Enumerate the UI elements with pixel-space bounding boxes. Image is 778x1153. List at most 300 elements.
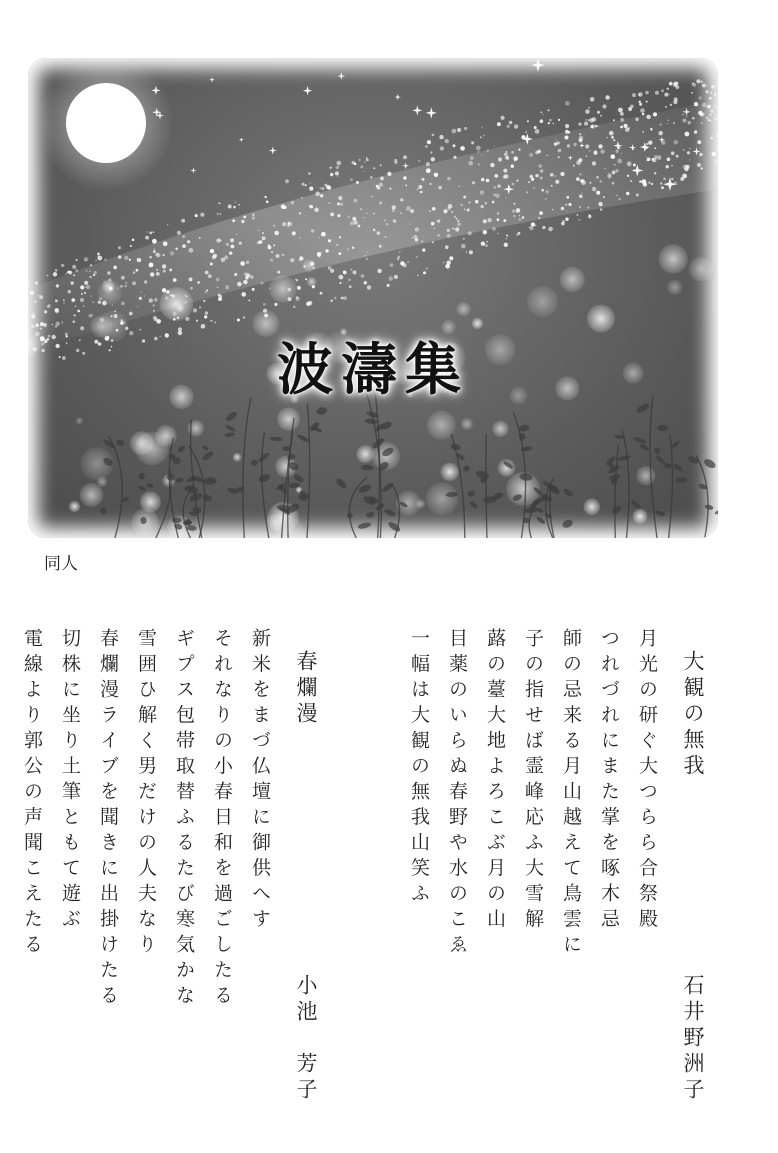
stardust-dot bbox=[74, 314, 76, 316]
stardust-dot bbox=[640, 108, 645, 113]
stardust-dot bbox=[589, 182, 591, 184]
stardust-dot bbox=[566, 196, 569, 199]
stardust-dot bbox=[650, 128, 653, 131]
haiku-line: 雪囲ひ解く男だけの人夫なり bbox=[135, 628, 157, 960]
stardust-dot bbox=[361, 274, 365, 278]
stardust-dot bbox=[429, 210, 431, 212]
stardust-dot bbox=[243, 316, 245, 318]
stardust-dot bbox=[460, 146, 465, 151]
stardust-dot bbox=[305, 215, 306, 216]
stardust-dot bbox=[373, 167, 375, 169]
stardust-dot bbox=[667, 158, 671, 162]
stardust-dot bbox=[121, 302, 125, 306]
stardust-dot bbox=[607, 137, 608, 138]
stardust-dot bbox=[617, 159, 622, 164]
stardust-dot bbox=[80, 285, 84, 289]
leaf bbox=[561, 518, 574, 529]
stardust-dot bbox=[646, 115, 650, 119]
stardust-dot bbox=[237, 282, 242, 287]
stardust-dot bbox=[162, 264, 166, 268]
star bbox=[395, 94, 401, 100]
moon bbox=[66, 83, 146, 163]
stardust-dot bbox=[579, 206, 581, 208]
stardust-dot bbox=[616, 195, 618, 197]
stardust-dot bbox=[189, 248, 194, 253]
stardust-dot bbox=[170, 251, 174, 255]
stardust-dot bbox=[373, 229, 376, 232]
bokeh-light bbox=[269, 275, 297, 303]
stardust-dot bbox=[664, 93, 668, 97]
stardust-dot bbox=[604, 168, 606, 170]
stardust-dot bbox=[61, 264, 64, 267]
stardust-dot bbox=[281, 204, 286, 209]
stardust-dot bbox=[63, 302, 65, 304]
stardust-dot bbox=[612, 171, 616, 175]
stardust-dot bbox=[366, 213, 367, 214]
stardust-dot bbox=[522, 216, 524, 218]
star bbox=[531, 58, 544, 71]
stardust-dot bbox=[418, 185, 422, 189]
stardust-dot bbox=[162, 254, 164, 256]
stardust-dot bbox=[581, 193, 582, 194]
stardust-dot bbox=[507, 125, 510, 128]
leaf bbox=[102, 438, 116, 450]
stardust-dot bbox=[208, 274, 212, 278]
leaf bbox=[387, 520, 402, 533]
stardust-dot bbox=[694, 130, 697, 133]
stardust-dot bbox=[714, 93, 716, 95]
stardust-dot bbox=[445, 264, 450, 269]
stardust-dot bbox=[210, 263, 213, 266]
stardust-dot bbox=[354, 199, 358, 203]
leaf bbox=[357, 521, 372, 530]
bokeh-light bbox=[160, 287, 194, 321]
stardust-dot bbox=[481, 242, 485, 246]
stardust-dot bbox=[485, 202, 487, 204]
stardust-dot bbox=[548, 227, 553, 232]
stardust-dot bbox=[136, 269, 139, 272]
stardust-dot bbox=[529, 153, 533, 157]
stardust-dot bbox=[243, 216, 246, 219]
leaf bbox=[201, 450, 214, 462]
stardust-dot bbox=[299, 212, 302, 215]
stardust-dot bbox=[440, 146, 444, 150]
leaf bbox=[362, 495, 377, 507]
stardust-dot bbox=[471, 141, 474, 144]
stardust-dot bbox=[371, 196, 373, 198]
stardust-dot bbox=[339, 236, 341, 238]
stardust-dot bbox=[398, 256, 400, 258]
stardust-dot bbox=[601, 204, 603, 206]
stardust-dot bbox=[447, 177, 451, 181]
stardust-dot bbox=[416, 189, 418, 191]
stardust-dot bbox=[358, 225, 361, 228]
leaf bbox=[383, 508, 396, 518]
leaf bbox=[517, 432, 527, 442]
stardust-dot bbox=[145, 236, 149, 240]
stardust-dot bbox=[584, 121, 588, 125]
stardust-dot bbox=[47, 304, 50, 307]
stardust-dot bbox=[710, 110, 713, 113]
stardust-dot bbox=[76, 259, 78, 261]
stardust-dot bbox=[668, 120, 670, 122]
stardust-dot bbox=[409, 223, 410, 224]
stardust-dot bbox=[717, 107, 718, 108]
stardust-dot bbox=[156, 253, 160, 257]
stardust-dot bbox=[77, 310, 80, 313]
stardust-dot bbox=[153, 250, 156, 253]
stardust-dot bbox=[453, 156, 456, 159]
stardust-dot bbox=[273, 224, 276, 227]
stardust-dot bbox=[38, 295, 40, 297]
stardust-dot bbox=[182, 235, 185, 238]
stardust-dot bbox=[550, 173, 554, 177]
stardust-dot bbox=[229, 252, 232, 255]
stardust-dot bbox=[533, 187, 535, 189]
stardust-dot bbox=[645, 91, 648, 94]
stardust-dot bbox=[308, 301, 312, 305]
stardust-dot bbox=[677, 82, 678, 83]
stardust-dot bbox=[497, 218, 500, 221]
stardust-dot bbox=[403, 176, 406, 179]
stardust-dot bbox=[437, 234, 440, 237]
stardust-dot bbox=[199, 306, 201, 308]
stardust-dot bbox=[481, 127, 482, 128]
stardust-dot bbox=[231, 245, 235, 249]
bokeh-light bbox=[583, 498, 600, 515]
stardust-dot bbox=[239, 204, 241, 206]
stardust-dot bbox=[343, 296, 347, 300]
stardust-dot bbox=[699, 153, 703, 157]
leaf bbox=[257, 451, 270, 463]
stardust-dot bbox=[363, 171, 364, 172]
bokeh-light bbox=[636, 466, 655, 485]
stardust-dot bbox=[701, 122, 703, 124]
stardust-dot bbox=[514, 203, 516, 205]
stardust-dot bbox=[195, 214, 198, 217]
stardust-dot bbox=[671, 178, 673, 180]
stardust-dot bbox=[193, 308, 197, 312]
stardust-dot bbox=[457, 128, 461, 132]
leaf bbox=[654, 510, 666, 518]
haiku-line: 新米をまづ仏壇に御供へす bbox=[249, 628, 271, 934]
leaf bbox=[316, 406, 328, 415]
stardust-dot bbox=[652, 158, 657, 163]
stardust-dot bbox=[439, 135, 443, 139]
haiku-line: 電線より郭公の声聞こえたる bbox=[21, 628, 43, 960]
stardust-dot bbox=[225, 285, 229, 289]
stardust-dot bbox=[364, 281, 367, 284]
stardust-dot bbox=[432, 241, 434, 243]
star bbox=[190, 167, 196, 173]
stardust-dot bbox=[603, 196, 605, 198]
stardust-dot bbox=[422, 248, 425, 251]
stardust-dot bbox=[330, 173, 333, 176]
stardust-dot bbox=[655, 91, 659, 95]
stardust-dot bbox=[320, 195, 323, 198]
stardust-dot bbox=[688, 121, 691, 124]
stardust-dot bbox=[389, 276, 394, 281]
stardust-dot bbox=[95, 260, 96, 261]
stardust-dot bbox=[239, 242, 242, 245]
stardust-dot bbox=[373, 212, 375, 214]
stardust-dot bbox=[65, 273, 67, 275]
stardust-dot bbox=[431, 157, 435, 161]
stardust-dot bbox=[61, 321, 63, 323]
stardust-dot bbox=[598, 144, 602, 148]
stardust-dot bbox=[488, 218, 492, 222]
bokeh-light bbox=[441, 463, 459, 481]
stardust-dot bbox=[399, 251, 401, 253]
stardust-dot bbox=[600, 180, 602, 182]
stardust-dot bbox=[337, 161, 342, 166]
haiku-line: 目薬のいらぬ春野や水のこゑ bbox=[446, 628, 468, 960]
leaf bbox=[655, 454, 667, 465]
stardust-dot bbox=[671, 165, 673, 167]
stardust-dot bbox=[130, 245, 132, 247]
stardust-dot bbox=[534, 126, 537, 129]
stardust-dot bbox=[169, 269, 172, 272]
stardust-dot bbox=[336, 244, 338, 246]
stardust-dot bbox=[264, 196, 266, 198]
stardust-dot bbox=[618, 198, 621, 201]
bokeh-light bbox=[102, 280, 115, 293]
leaf bbox=[225, 424, 236, 432]
stardust-dot bbox=[366, 258, 368, 260]
stardust-dot bbox=[325, 249, 328, 252]
stardust-dot bbox=[248, 300, 250, 302]
stardust-dot bbox=[296, 296, 299, 299]
stardust-dot bbox=[153, 316, 157, 320]
stardust-dot bbox=[481, 205, 484, 208]
stardust-dot bbox=[654, 172, 656, 174]
stardust-dot bbox=[125, 282, 127, 284]
stardust-dot bbox=[714, 160, 717, 163]
stardust-dot bbox=[548, 122, 550, 124]
stardust-dot bbox=[113, 266, 117, 270]
stardust-dot bbox=[670, 104, 672, 106]
stardust-dot bbox=[573, 165, 575, 167]
stardust-dot bbox=[706, 85, 707, 86]
stardust-dot bbox=[314, 208, 319, 213]
stardust-dot bbox=[173, 278, 177, 282]
bokeh-light bbox=[659, 244, 688, 273]
stardust-dot bbox=[682, 114, 684, 116]
star bbox=[338, 72, 346, 80]
stardust-dot bbox=[340, 203, 343, 206]
leaf bbox=[381, 481, 395, 493]
stardust-dot bbox=[589, 118, 594, 123]
stardust-dot bbox=[150, 272, 154, 276]
stardust-dot bbox=[252, 288, 255, 291]
bokeh-light bbox=[667, 280, 682, 295]
stardust-dot bbox=[97, 253, 100, 256]
stardust-dot bbox=[75, 305, 77, 307]
stardust-dot bbox=[627, 161, 632, 166]
stardust-dot bbox=[498, 157, 502, 161]
stardust-dot bbox=[321, 252, 322, 253]
stardust-dot bbox=[511, 165, 514, 168]
stardust-dot bbox=[545, 190, 549, 194]
stardust-dot bbox=[451, 211, 453, 213]
leaf bbox=[257, 473, 271, 484]
stardust-dot bbox=[141, 292, 143, 294]
stardust-dot bbox=[422, 178, 425, 181]
foliage-silhouette bbox=[99, 390, 718, 538]
bokeh-light bbox=[633, 509, 648, 524]
stardust-dot bbox=[429, 183, 431, 185]
stardust-dot bbox=[406, 206, 411, 211]
stardust-dot bbox=[588, 107, 590, 109]
stardust-dot bbox=[486, 241, 488, 243]
author-name: 石井野洲子 bbox=[681, 974, 705, 1104]
stardust-dot bbox=[94, 271, 97, 274]
stardust-dot bbox=[418, 160, 420, 162]
stardust-dot bbox=[506, 197, 507, 198]
stardust-dot bbox=[519, 218, 522, 221]
stardust-dot bbox=[493, 186, 496, 189]
haiku-line: 一幅は大観の無我山笑ふ bbox=[408, 628, 430, 909]
stardust-dot bbox=[68, 290, 71, 293]
stardust-dot bbox=[501, 116, 505, 120]
leaf bbox=[657, 425, 669, 432]
stardust-dot bbox=[490, 163, 494, 167]
stardust-dot bbox=[92, 314, 94, 316]
stardust-dot bbox=[271, 251, 273, 253]
bokeh-light bbox=[188, 420, 205, 437]
stardust-dot bbox=[149, 263, 154, 268]
stardust-dot bbox=[89, 314, 93, 318]
stardust-dot bbox=[329, 202, 331, 204]
leaf bbox=[632, 436, 646, 444]
stardust-dot bbox=[578, 122, 581, 125]
stardust-dot bbox=[620, 112, 624, 116]
stardust-dot bbox=[456, 218, 457, 219]
stardust-dot bbox=[676, 155, 679, 158]
stardust-dot bbox=[268, 246, 272, 250]
leaf bbox=[653, 446, 662, 455]
leaf bbox=[536, 516, 546, 525]
bokeh-light bbox=[155, 425, 177, 447]
bokeh-light bbox=[233, 453, 242, 462]
stardust-dot bbox=[579, 139, 583, 143]
stardust-dot bbox=[214, 321, 216, 323]
stardust-dot bbox=[503, 169, 507, 173]
stardust-dot bbox=[539, 211, 543, 215]
stardust-dot bbox=[72, 298, 76, 302]
stardust-dot bbox=[55, 269, 58, 272]
stem bbox=[615, 445, 619, 539]
stardust-dot bbox=[673, 122, 675, 124]
stardust-dot bbox=[367, 252, 368, 253]
stardust-dot bbox=[597, 126, 598, 127]
stardust-dot bbox=[568, 203, 571, 206]
stardust-dot bbox=[639, 101, 641, 103]
stardust-dot bbox=[588, 119, 590, 121]
stardust-dot bbox=[648, 182, 650, 184]
stardust-dot bbox=[461, 244, 466, 249]
stardust-dot bbox=[308, 172, 311, 175]
stardust-dot bbox=[592, 187, 597, 192]
stardust-dot bbox=[63, 299, 65, 301]
stardust-dot bbox=[417, 275, 418, 276]
leaf bbox=[203, 477, 217, 486]
stardust-dot bbox=[427, 140, 431, 144]
stardust-dot bbox=[694, 102, 698, 106]
stardust-dot bbox=[618, 108, 623, 113]
leaf bbox=[138, 473, 145, 480]
stardust-dot bbox=[387, 284, 390, 287]
stardust-dot bbox=[309, 187, 313, 191]
stardust-dot bbox=[337, 176, 338, 177]
stardust-dot bbox=[226, 243, 229, 246]
stardust-dot bbox=[156, 269, 158, 271]
stardust-dot bbox=[205, 316, 207, 318]
stardust-dot bbox=[714, 106, 716, 108]
stardust-dot bbox=[464, 127, 467, 130]
stardust-dot bbox=[546, 155, 548, 157]
stardust-dot bbox=[680, 177, 684, 181]
stardust-dot bbox=[153, 231, 155, 233]
stardust-dot bbox=[394, 275, 398, 279]
stardust-dot bbox=[642, 131, 644, 133]
stardust-dot bbox=[514, 124, 518, 128]
stardust-dot bbox=[28, 283, 29, 287]
stardust-dot bbox=[585, 144, 589, 148]
stardust-dot bbox=[431, 222, 435, 226]
stardust-dot bbox=[449, 256, 453, 260]
stardust-dot bbox=[321, 187, 324, 190]
stardust-dot bbox=[394, 159, 397, 162]
stardust-dot bbox=[73, 320, 76, 323]
leaf bbox=[467, 490, 476, 498]
stardust-dot bbox=[305, 184, 307, 186]
stardust-dot bbox=[671, 152, 675, 156]
stardust-dot bbox=[426, 168, 431, 173]
stem bbox=[623, 431, 629, 538]
stardust-dot bbox=[376, 185, 379, 188]
stardust-dot bbox=[379, 183, 383, 187]
stardust-dot bbox=[413, 235, 417, 239]
stardust-dot bbox=[635, 118, 639, 122]
stardust-dot bbox=[468, 231, 472, 235]
haiku-line: ギプス包帯取替ふるたび寒気かな bbox=[173, 628, 195, 1011]
stardust-dot bbox=[352, 217, 356, 221]
stardust-dot bbox=[218, 202, 220, 204]
stem bbox=[669, 434, 673, 538]
stardust-dot bbox=[156, 272, 160, 276]
stardust-dot bbox=[288, 222, 290, 224]
stardust-dot bbox=[351, 269, 353, 271]
stardust-dot bbox=[506, 151, 508, 153]
stardust-dot bbox=[503, 175, 506, 178]
stardust-dot bbox=[609, 131, 614, 136]
stardust-dot bbox=[505, 156, 509, 160]
stardust-dot bbox=[267, 201, 268, 202]
stardust-dot bbox=[384, 219, 386, 221]
stardust-dot bbox=[596, 191, 600, 195]
leaf bbox=[202, 444, 210, 451]
stardust-dot bbox=[700, 113, 704, 117]
stardust-dot bbox=[353, 270, 357, 274]
stardust-dot bbox=[579, 173, 581, 175]
stardust-dot bbox=[509, 121, 513, 125]
stardust-dot bbox=[686, 116, 687, 117]
stardust-dot bbox=[512, 183, 515, 186]
stardust-dot bbox=[576, 177, 580, 181]
stardust-dot bbox=[514, 156, 518, 160]
stardust-dot bbox=[405, 185, 407, 187]
